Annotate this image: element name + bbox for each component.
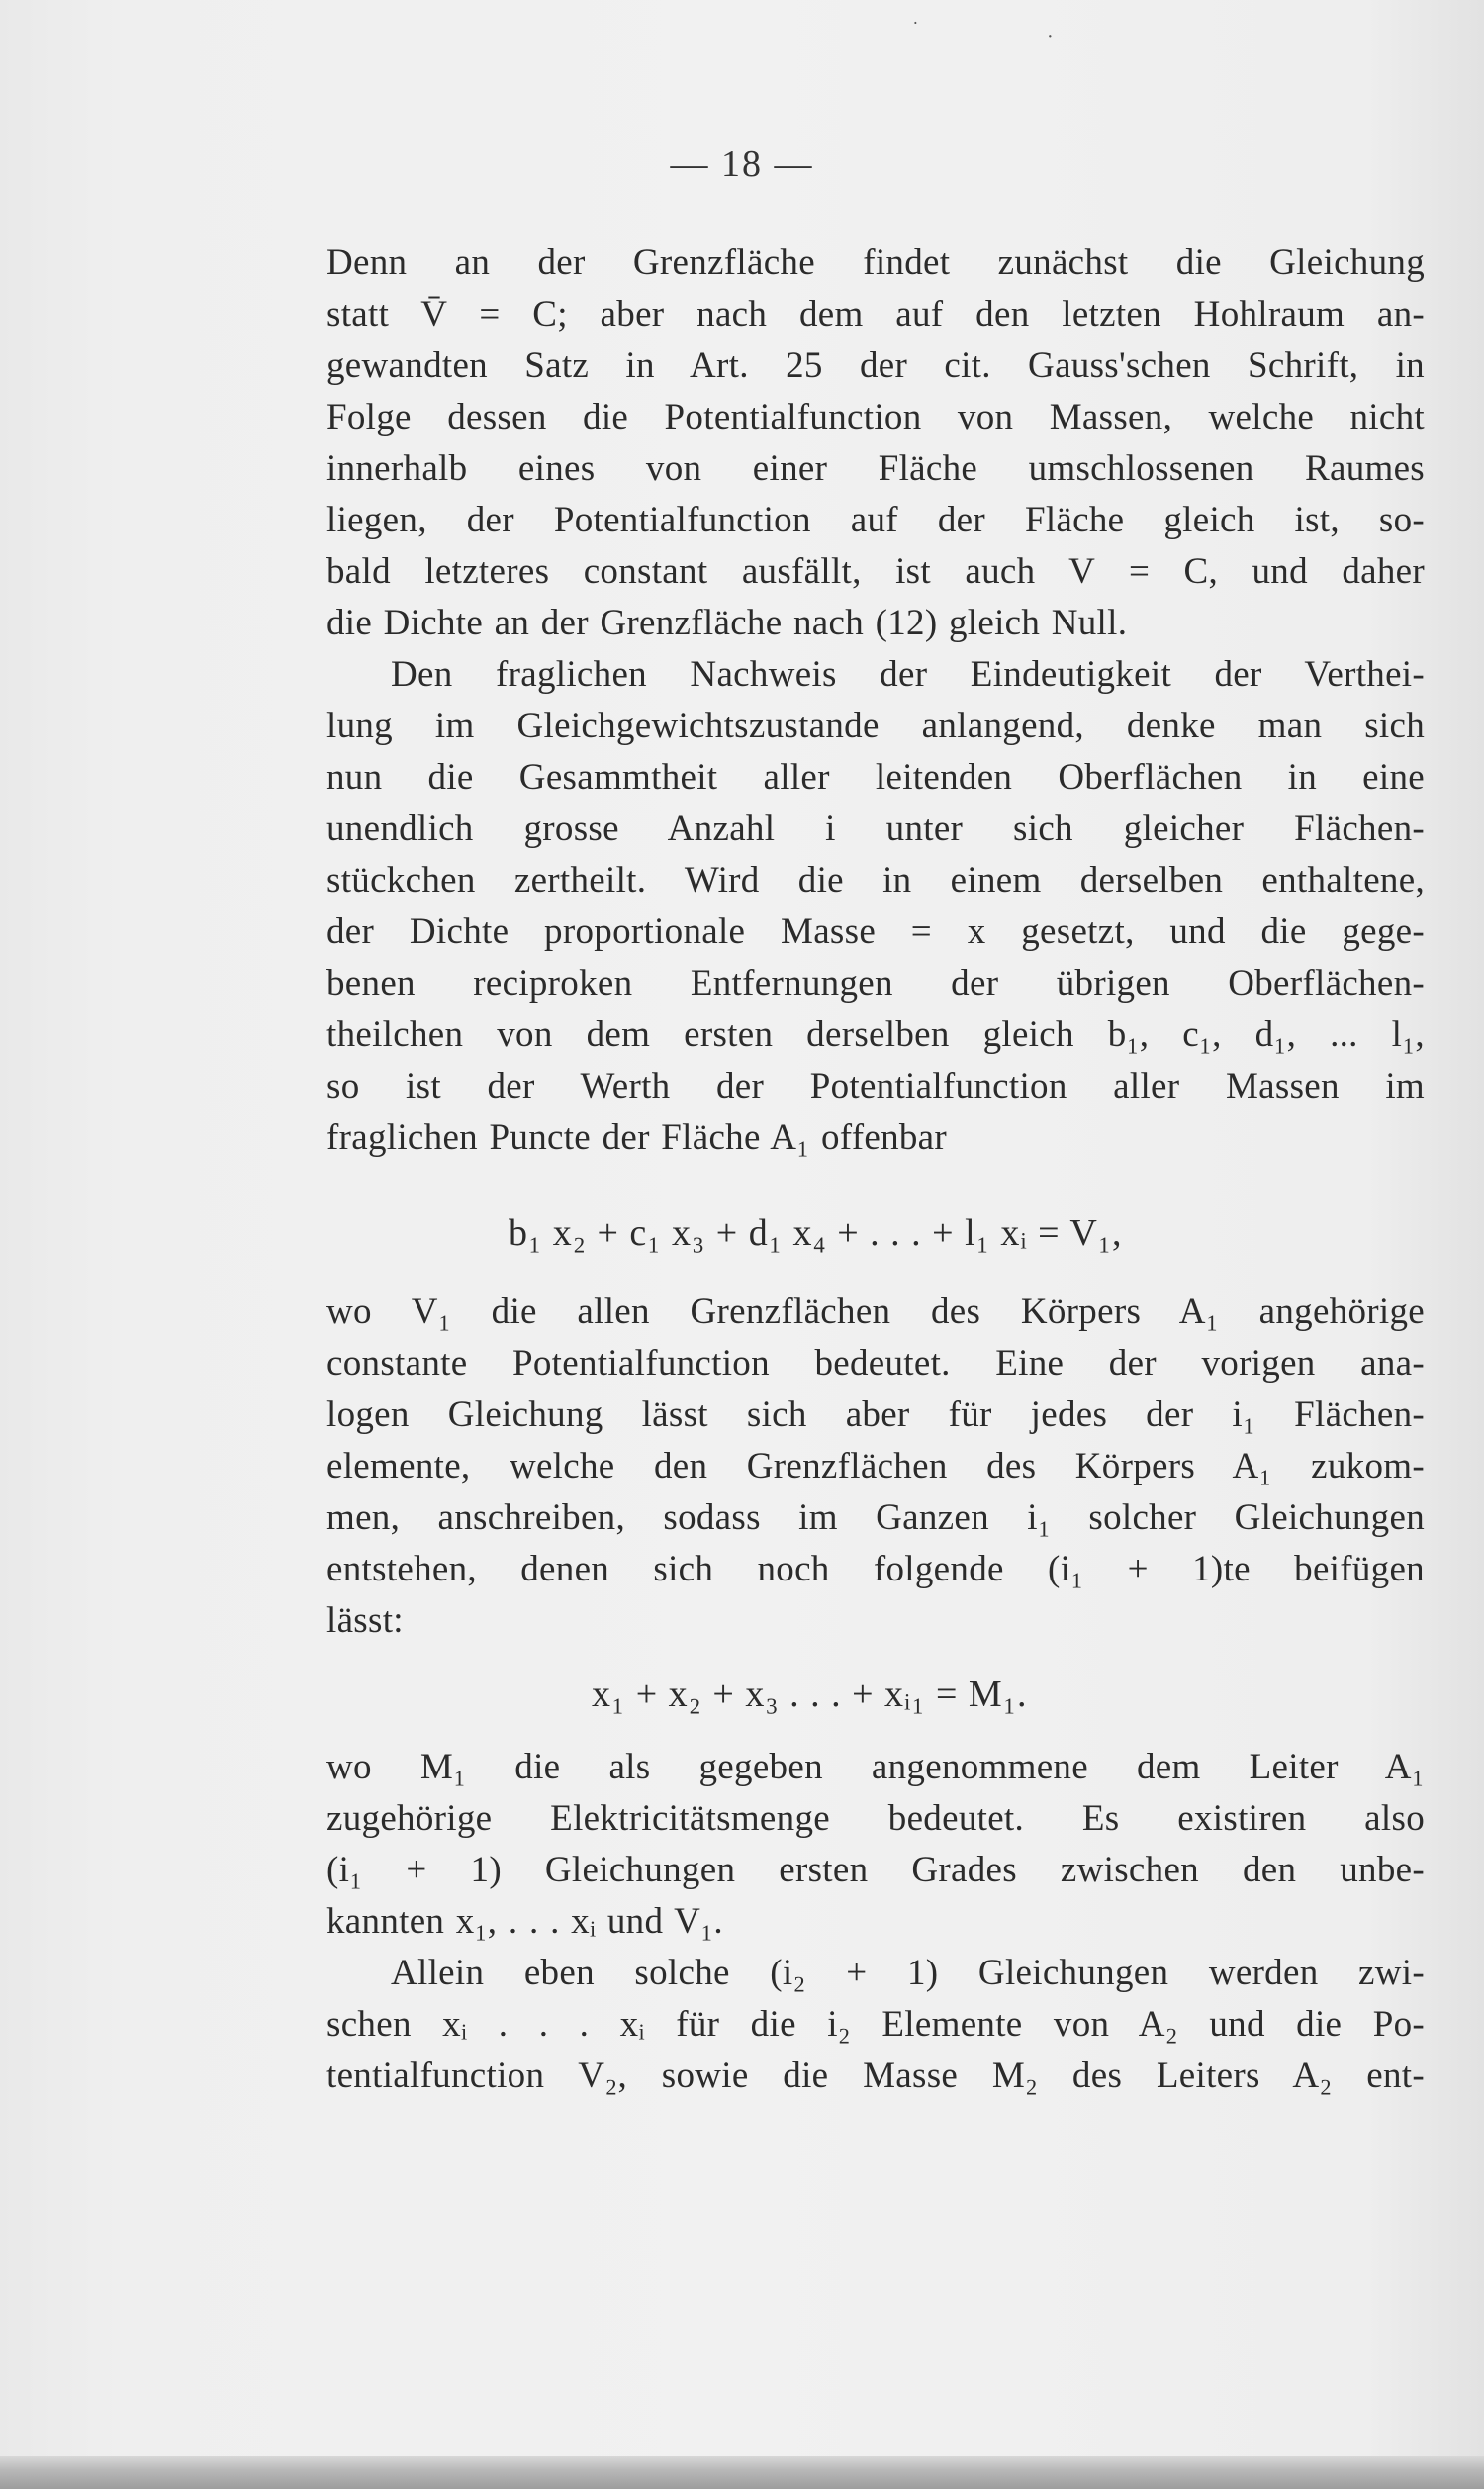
text-line: innerhalb eines von einer Fläche umschlossenen Raumes bbox=[326, 448, 1425, 489]
text-line: statt V̄ = C; aber nach dem auf den letzten Hohlraum an- bbox=[326, 294, 1425, 335]
text-line: wo V₁ die allen Grenzflächen des Körpers A₁ angehörige bbox=[326, 1292, 1425, 1332]
paragraph-3 bbox=[326, 1287, 1425, 1647]
paragraph-2 bbox=[326, 649, 1425, 1164]
page-bottom-edge bbox=[0, 2456, 1484, 2489]
paragraph-4 bbox=[326, 1742, 1425, 1948]
text-line: schen xᵢ . . . xᵢ für die i₂ Elemente von A₂ und die Po- bbox=[326, 2004, 1425, 2045]
text-line: bald letzteres constant ausfällt, ist auch V = C, und daher bbox=[326, 551, 1425, 592]
text-line: elemente, welche den Grenzflächen des Körpers A₁ zukom- bbox=[326, 1446, 1425, 1486]
text-line: kannten x₁, . . . xᵢ und V₁. bbox=[326, 1901, 723, 1942]
text-line: benen reciproken Entfernungen der übrigen Oberflächen- bbox=[326, 963, 1425, 1004]
page-number: — 18 — bbox=[670, 144, 814, 185]
text-line: der Dichte proportionale Masse = x gesetzt, und die gege- bbox=[326, 911, 1425, 952]
print-speck: ˙ bbox=[912, 18, 919, 40]
text-line: wo M₁ die als gegeben angenommene dem Leiter A₁ bbox=[326, 1747, 1425, 1787]
print-speck: · bbox=[1047, 26, 1054, 48]
text-line: gewandten Satz in Art. 25 der cit. Gauss'schen Schrift, in bbox=[326, 345, 1425, 386]
text-line: Denn an der Grenzfläche findet zunächst die Gleichung bbox=[326, 242, 1425, 283]
equation-potential: b₁ x₂ + c₁ x₃ + d₁ x₄ + . . . + l₁ xᵢ = V₁, bbox=[509, 1212, 1123, 1254]
text-line: tentialfunction V₂, sowie die Masse M₂ des Leiters A₂ ent- bbox=[326, 2056, 1425, 2096]
text-line: zugehörige Elektricitätsmenge bedeutet. Es existiren also bbox=[326, 1798, 1425, 1839]
text-line: stückchen zertheilt. Wird die in einem derselben enthaltene, bbox=[326, 860, 1425, 901]
text-line: lässt: bbox=[326, 1600, 404, 1641]
text-line: liegen, der Potentialfunction auf der Fläche gleich ist, so- bbox=[326, 500, 1425, 540]
text-line: constante Potentialfunction bedeutet. Eine der vorigen ana- bbox=[326, 1343, 1425, 1384]
text-line: die Dichte an der Grenzfläche nach (12) gleich Null. bbox=[326, 603, 1128, 643]
text-line: so ist der Werth der Potentialfunction aller Massen im bbox=[326, 1066, 1425, 1106]
text-line: logen Gleichung lässt sich aber für jedes der i₁ Flächen- bbox=[326, 1394, 1425, 1435]
text-line: theilchen von dem ersten derselben gleich b₁, c₁, d₁, ... l₁, bbox=[326, 1014, 1425, 1055]
text-line: Allein eben solche (i₂ + 1) Gleichungen werden zwi- bbox=[391, 1953, 1425, 1993]
text-line: nun die Gesammtheit aller leitenden Oberflächen in eine bbox=[326, 757, 1425, 798]
text-line: fraglichen Puncte der Fläche A₁ offenbar bbox=[326, 1117, 948, 1158]
paragraph-1 bbox=[326, 238, 1425, 649]
text-line: (i₁ + 1) Gleichungen ersten Grades zwischen den unbe- bbox=[326, 1850, 1425, 1890]
equation-mass: x₁ + x₂ + x₃ . . . + xᵢ₁ = M₁. bbox=[592, 1674, 1028, 1715]
text-line: entstehen, denen sich noch folgende (i₁ + 1)te beifügen bbox=[326, 1549, 1425, 1589]
paragraph-5 bbox=[326, 1948, 1425, 2102]
text-line: Folge dessen die Potentialfunction von Massen, welche nicht bbox=[326, 397, 1425, 437]
text-line: men, anschreiben, sodass im Ganzen i₁ solcher Gleichungen bbox=[326, 1497, 1425, 1538]
text-line: Den fraglichen Nachweis der Eindeutigkeit der Verthei- bbox=[391, 654, 1425, 695]
text-line: lung im Gleichgewichtszustande anlangend, denke man sich bbox=[326, 706, 1425, 746]
text-line: unendlich grosse Anzahl i unter sich gleicher Flächen- bbox=[326, 809, 1425, 849]
